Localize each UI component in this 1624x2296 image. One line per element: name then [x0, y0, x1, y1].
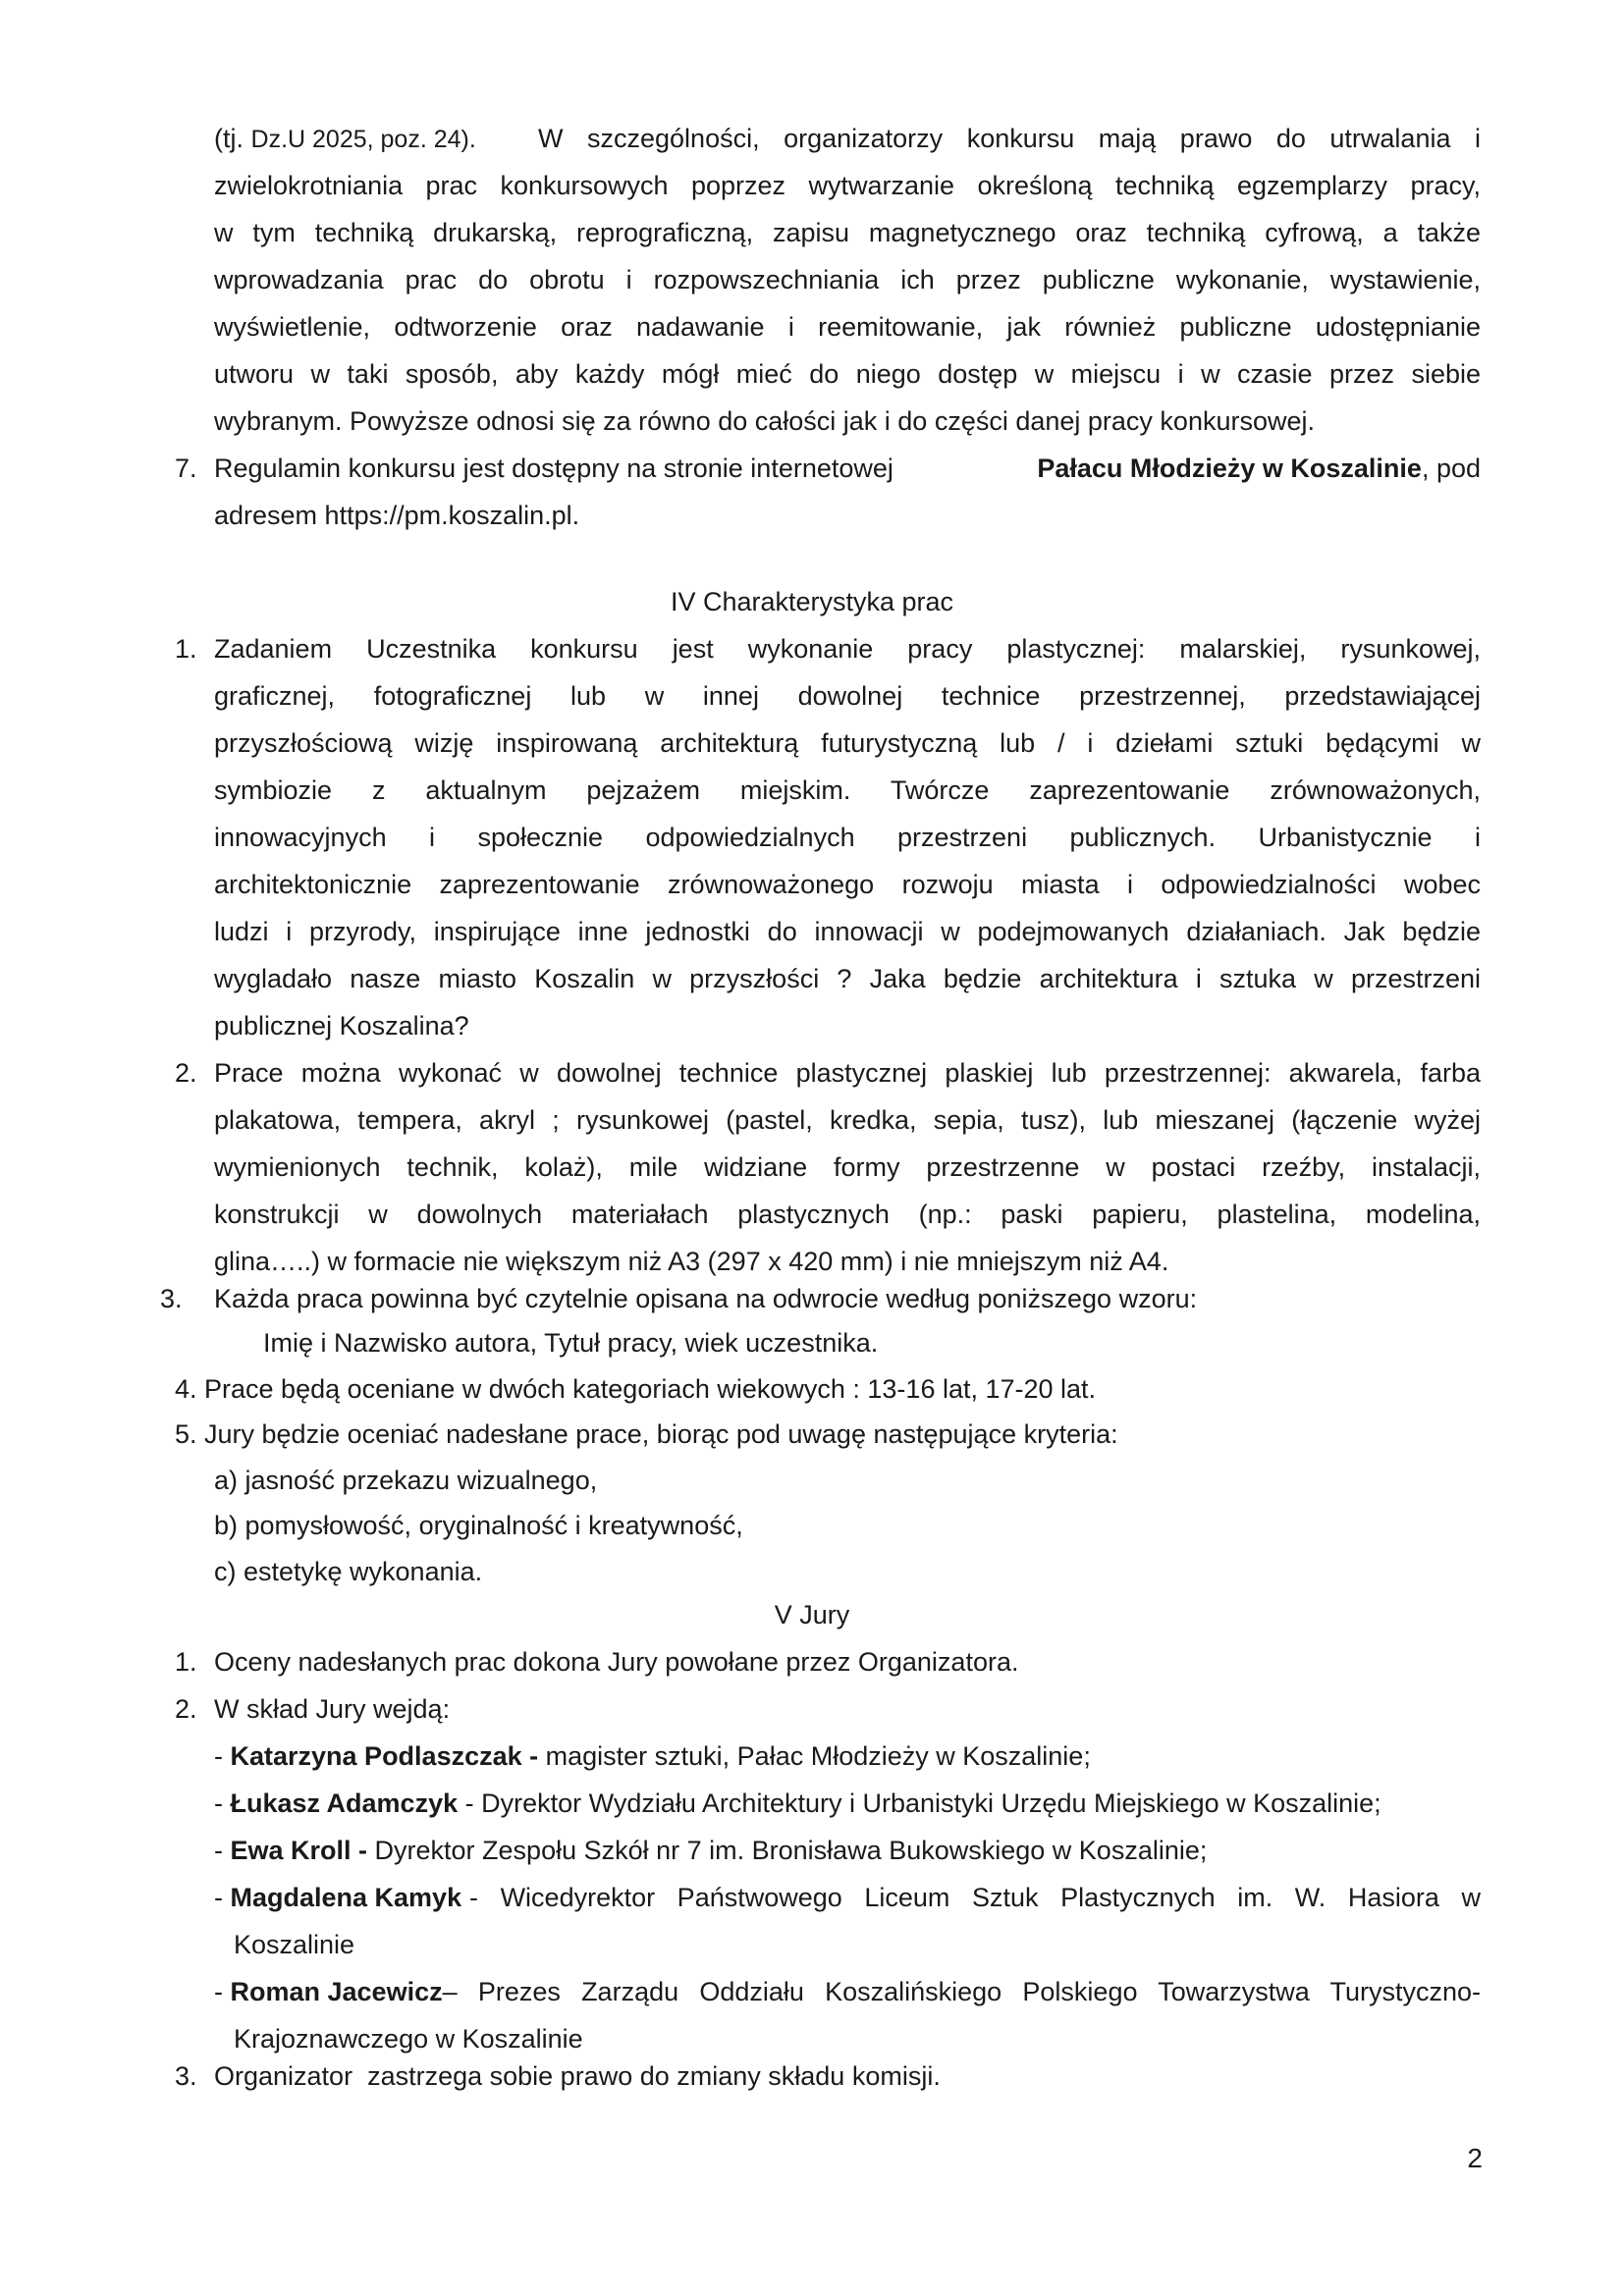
paragraph-line: ludzi i przyrody, inspirujące inne jednostki do innowacji w podejmowanych działaniach. Jak będzie [214, 917, 1481, 946]
dash: - [214, 1977, 231, 2006]
paragraph-line: architektonicznie zaprezentowanie zrównoważonego rozwoju miasta i odpowiedzialności wobec [214, 870, 1481, 899]
list-item [214, 446, 1481, 492]
paragraph-line [214, 116, 1481, 162]
paragraph-line: Zadaniem Uczestnika konkursu jest wykonanie pracy plastycznej: malarskiej, rysunkowej, [214, 634, 1481, 664]
member-role: magister sztuki, Pałac Młodzieży w Koszalinie; [538, 1741, 1091, 1771]
list-item: Oceny nadesłanych prac dokona Jury powołane przez Organizatora. [214, 1647, 1019, 1677]
paragraph-line: wyświetlenie, odtworzenie oraz nadawanie i reemitowanie, jak również publiczne udostępnianie [214, 312, 1481, 342]
member-role: – Prezes Zarządu Oddziału Koszalińskiego Polskiego Towarzystwa Turystyczno- [442, 1977, 1481, 2006]
list-number: 3. [175, 2061, 197, 2091]
paragraph-line: plakatowa, tempera, akryl ; rysunkowej (pastel, kredka, sepia, tusz), lub mieszanej (łączenie wyżej [214, 1105, 1481, 1135]
list-item: 5. Jury będzie oceniać nadesłane prace, biorąc pod uwagę następujące kryteria: [175, 1419, 1118, 1449]
dash: - [214, 1789, 231, 1818]
list-item: Każda praca powinna być czytelnie opisana na odwrocie według poniższego wzoru: [214, 1284, 1198, 1313]
section-heading: IV Charakterystyka prac [670, 587, 954, 616]
list-item: W skład Jury wejdą: [214, 1694, 451, 1724]
paragraph-line: wybranym. Powyższe odnosi się za równo do całości jak i do części danej pracy konkursowej. [214, 406, 1316, 436]
member-role: - Dyrektor Wydziału Architektury i Urbanistyki Urzędu Miejskiego w Koszalinie; [458, 1789, 1381, 1818]
paragraph-line: wymienionych technik, kolaż), mile widziane formy przestrzenne w postaci rzeźby, instalacji, [214, 1152, 1481, 1182]
text-run [214, 116, 476, 162]
member-name: Roman Jacewicz [230, 1977, 443, 2006]
organization-name: Pałacu Młodzieży w Koszalinie [1037, 454, 1422, 483]
member-name: Katarzyna Podlaszczak - [230, 1741, 539, 1771]
jury-member [214, 1969, 1481, 2015]
jury-member [214, 1734, 1091, 1780]
member-name: Magdalena Kamyk [230, 1883, 462, 1912]
section-heading: V Jury [774, 1600, 850, 1629]
paragraph-line: Prace można wykonać w dowolnej technice plastycznej plaskiej lub przestrzennej: akwarela, farba [214, 1058, 1481, 1088]
member-role: Dyrektor Zespołu Szkół nr 7 im. Bronisława Bukowskiego w Koszalinie; [367, 1836, 1208, 1865]
legal-reference: Dz.U 2025, poz. 24). [250, 126, 476, 153]
paragraph-line: graficznej, fotograficznej lub w innej dowolnej technice przestrzennej, przedstawiającej [214, 681, 1481, 711]
text-run: , pod [1421, 454, 1481, 483]
list-item: Organizator zastrzega sobie prawo do zmiany składu komisji. [214, 2061, 941, 2091]
paragraph-line: konstrukcji w dowolnych materiałach plastycznych (np.: paski papieru, plastelina, modelina, [214, 1200, 1481, 1229]
text-run: Regulamin konkursu jest dostępny na stronie internetowej [214, 454, 893, 483]
list-number: 1. [175, 1647, 197, 1677]
jury-member [214, 1828, 1207, 1874]
paragraph-line: wygladało nasze miasto Koszalin w przyszłości ? Jaka będzie architektura i sztuka w przestrzeni [214, 964, 1481, 993]
jury-member [214, 1875, 1481, 1921]
dash: - [214, 1836, 231, 1865]
member-role-continued: Krajoznawczego w Koszalinie [234, 2024, 583, 2054]
jury-member [214, 1781, 1481, 1827]
dash: - [214, 1883, 231, 1912]
member-role-continued: Koszalinie [234, 1930, 355, 1959]
page-number: 2 [1467, 2143, 1483, 2173]
paragraph-line: w tym techniką drukarską, reprograficzną, zapisu magnetycznego oraz techniką cyfrową, a także [214, 218, 1481, 247]
list-number: 2. [175, 1694, 197, 1724]
member-name: Łukasz Adamczyk [230, 1789, 459, 1818]
criteria-item: b) pomysłowość, oryginalność i kreatywność, [214, 1511, 743, 1540]
member-name: Ewa Kroll - [230, 1836, 368, 1865]
paragraph-line: glina…..) w formacie nie większym niż A3 (297 x 420 mm) i nie mniejszym niż A4. [214, 1247, 1169, 1276]
dash: - [214, 1741, 231, 1771]
text-run: W szczególności, organizatorzy konkursu mają prawo do utrwalania i [538, 124, 1481, 153]
criteria-item: a) jasność przekazu wizualnego, [214, 1466, 598, 1495]
list-number: 2. [175, 1058, 197, 1088]
website-address: adresem https://pm.koszalin.pl. [214, 501, 580, 530]
list-number: 3. [160, 1284, 183, 1313]
text-run: (tj. [214, 124, 244, 153]
paragraph-line: innowacyjnych i społecznie odpowiedzialnych przestrzeni publicznych. Urbanistycznie i [214, 823, 1481, 852]
paragraph-line: wprowadzania prac do obrotu i rozpowszechniania ich przez publiczne wykonanie, wystawienie, [214, 265, 1481, 294]
paragraph-line: utworu w taki sposób, aby każdy mógł mieć do niego dostęp w miejscu i w czasie przez siebie [214, 359, 1481, 389]
paragraph-line: symbiozie z aktualnym pejzażem miejskim. Twórcze zaprezentowanie zrównoważonych, [214, 775, 1481, 805]
list-item: 4. Prace będą oceniane w dwóch kategoriach wiekowych : 13-16 lat, 17-20 lat. [175, 1374, 1097, 1404]
label-pattern: Imię i Nazwisko autora, Tytuł pracy, wiek uczestnika. [263, 1328, 879, 1358]
paragraph-line: przyszłościową wizję inspirowaną architekturą futurystyczną lub / i dziełami sztuki będącymi w [214, 728, 1481, 758]
paragraph-line: publicznej Koszalina? [214, 1011, 469, 1041]
paragraph-line: zwielokrotniania prac konkursowych poprzez wytwarzanie określoną techniką egzemplarzy pracy, [214, 171, 1481, 200]
list-number: 7. [175, 454, 197, 483]
list-number: 1. [175, 634, 197, 664]
member-role: - Wicedyrektor Państwowego Liceum Sztuk Plastycznych im. W. Hasiora w [469, 1883, 1481, 1912]
criteria-item: c) estetykę wykonania. [214, 1557, 483, 1586]
